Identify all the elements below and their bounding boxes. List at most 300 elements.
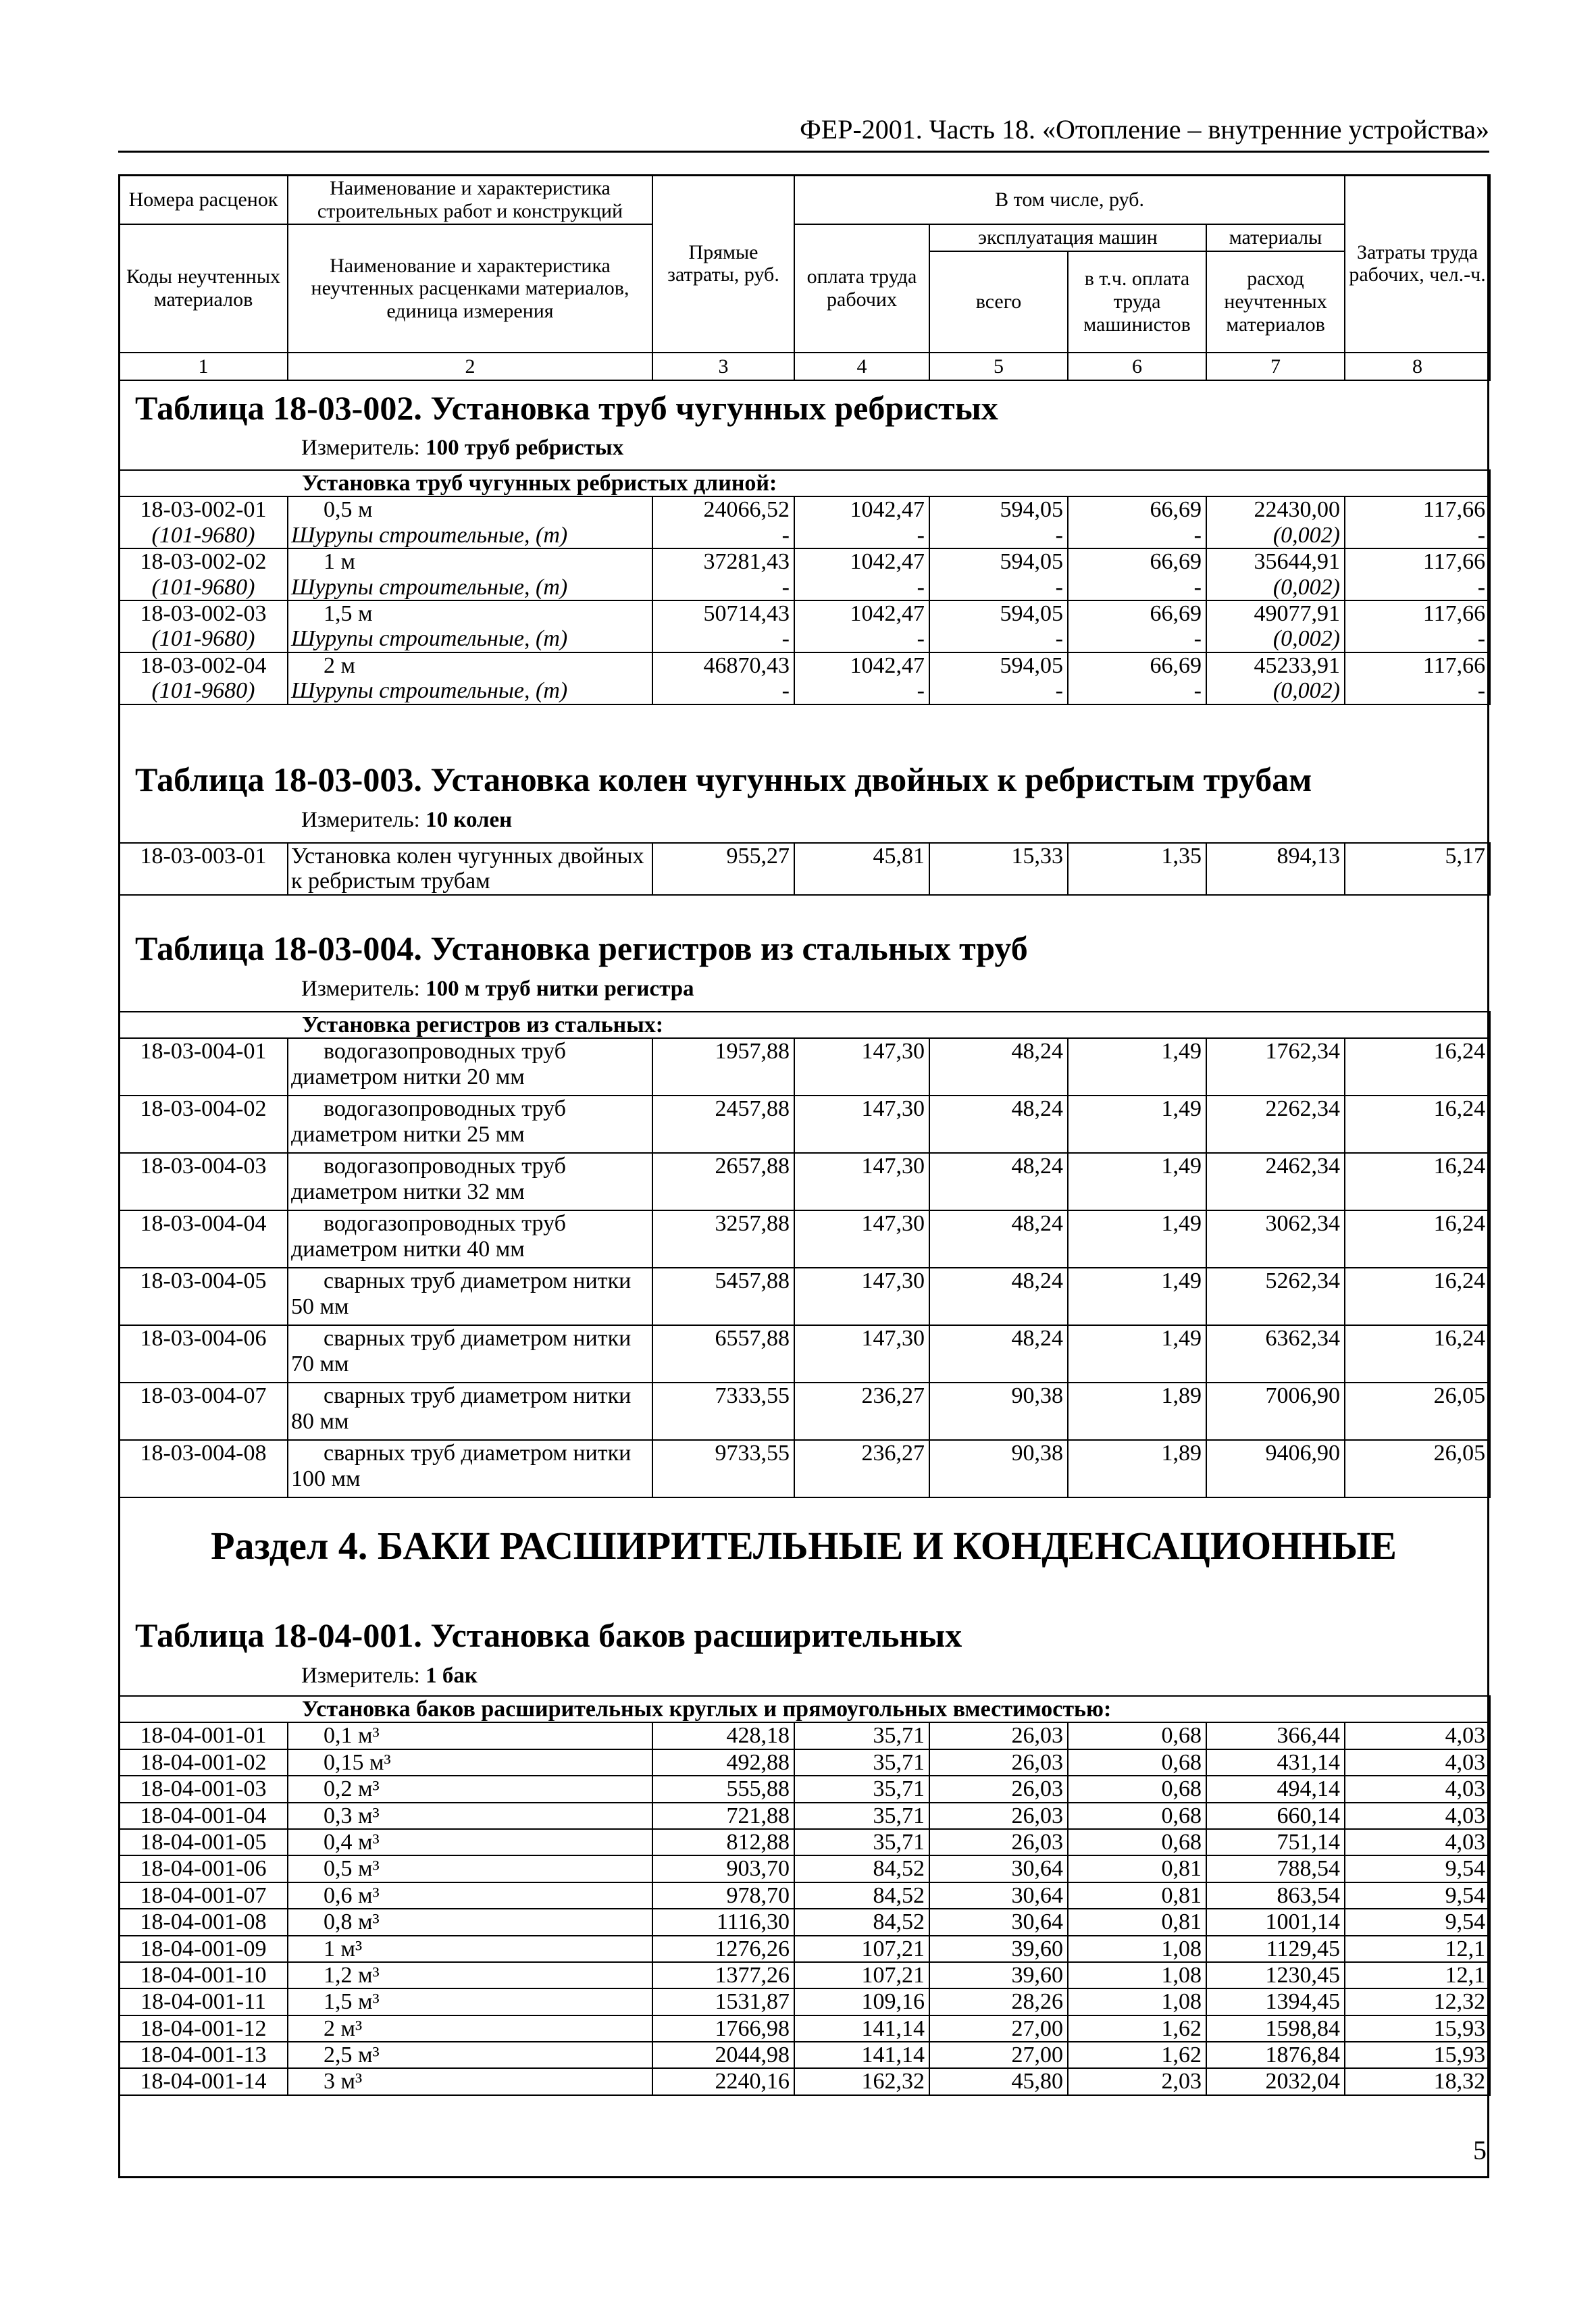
dash: - [1345, 626, 1490, 652]
rate-name: 0,1 м³ [288, 1722, 652, 1749]
rate-code: 18-03-004-03 [119, 1153, 288, 1210]
machines-total: 27,00 [929, 2015, 1068, 2042]
rate-name: 3 м³ [288, 2068, 652, 2094]
rate-name-line2: диаметром нитки 20 мм [291, 1064, 525, 1089]
table-row [119, 1153, 1490, 1210]
rate-name-line2: 50 мм [291, 1293, 349, 1319]
table-row [119, 1936, 1490, 1962]
header-col5: всего [929, 251, 1068, 353]
rate-name-line1: водогазопроводных труб [324, 1039, 566, 1064]
materials-cost: 7006,90 [1206, 1383, 1345, 1440]
labor-pay: 1042,47 [794, 652, 929, 678]
table-row [119, 496, 1490, 522]
operators-pay: 1,49 [1068, 1038, 1206, 1096]
direct-costs: 955,27 [652, 843, 794, 895]
dash: - [1345, 523, 1490, 548]
labor-pay: 147,30 [794, 1210, 929, 1268]
direct-costs: 1377,26 [652, 1962, 794, 1988]
operators-pay: 0,81 [1068, 1882, 1206, 1909]
rate-code: 18-03-002-02 [119, 548, 288, 574]
direct-costs: 7333,55 [652, 1383, 794, 1440]
table-row [119, 2015, 1490, 2042]
table-004 [118, 1011, 1491, 1498]
rate-code: 18-04-001-05 [119, 1829, 288, 1855]
meter-value: 100 труб ребристых [426, 436, 624, 460]
labor-pay: 162,32 [794, 2068, 929, 2094]
labor-hours: 16,24 [1345, 1210, 1490, 1268]
rate-name: 1,5 м³ [288, 1988, 652, 2015]
rate-name-line2: 100 мм [291, 1466, 361, 1491]
material-row [119, 626, 1490, 652]
labor-pay: 236,27 [794, 1440, 929, 1497]
machines-total: 594,05 [929, 652, 1068, 678]
direct-costs: 812,88 [652, 1829, 794, 1855]
rate-name: 0,4 м³ [288, 1829, 652, 1855]
table-row [119, 1855, 1490, 1882]
rate-name-line1: сварных труб диаметром нитки [324, 1326, 632, 1352]
materials-cost: 1129,45 [1206, 1936, 1345, 1962]
labor-pay: 147,30 [794, 1096, 929, 1153]
material-name: Шурупы строительные, (т) [288, 626, 652, 652]
machines-total: 15,33 [929, 843, 1068, 895]
rate-name: 0,2 м³ [288, 1776, 652, 1802]
rate-code: 18-03-004-05 [119, 1268, 288, 1325]
materials-cost: 494,14 [1206, 1776, 1345, 1802]
table-row [119, 1776, 1490, 1802]
col-number: 3 [652, 353, 794, 381]
rate-name: 1 м [288, 548, 652, 574]
materials-cost: 9406,90 [1206, 1440, 1345, 1497]
header-col4: оплата труда рабочих [794, 224, 929, 353]
table-row [119, 1988, 1490, 2015]
table-row [119, 1962, 1490, 1988]
table-row [119, 2042, 1490, 2068]
material-row [119, 575, 1490, 600]
materials-cost: 2462,34 [1206, 1153, 1345, 1210]
labor-pay: 236,27 [794, 1383, 929, 1440]
table-002-meter [301, 436, 623, 461]
table-row [119, 1803, 1490, 1829]
header-col8: Затраты труда рабочих, чел.-ч. [1345, 175, 1490, 353]
rate-name-line1: водогазопроводных труб [324, 1154, 566, 1179]
operators-pay: 1,89 [1068, 1440, 1206, 1497]
meter-value: 10 колен [426, 808, 513, 832]
machines-total: 48,24 [929, 1038, 1068, 1096]
labor-pay: 35,71 [794, 1722, 929, 1749]
labor-hours: 9,54 [1345, 1882, 1490, 1909]
operators-pay: 66,69 [1068, 652, 1206, 678]
labor-hours: 16,24 [1345, 1038, 1490, 1096]
rate-name [288, 1440, 652, 1497]
operators-pay: 1,89 [1068, 1383, 1206, 1440]
materials-cost: 1876,84 [1206, 2042, 1345, 2068]
table-row [119, 1829, 1490, 1855]
labor-hours: 117,66 [1345, 652, 1490, 678]
dash: - [929, 678, 1068, 704]
table-003-title: Таблица 18-03-003. Установка колен чугунных двойных к ребристым трубам [135, 761, 1312, 798]
rate-name-line1: сварных труб диаметром нитки [324, 1268, 632, 1294]
group-label: Установка труб чугунных ребристых длиной: [119, 470, 1490, 496]
table-4-001 [118, 1695, 1491, 2096]
table-row [119, 1383, 1490, 1440]
direct-costs: 1957,88 [652, 1038, 794, 1096]
dash: - [1068, 575, 1206, 600]
rate-code: 18-04-001-09 [119, 1936, 288, 1962]
rate-name: 1 м³ [288, 1936, 652, 1962]
header-number-row [119, 353, 1490, 381]
operators-pay: 0,68 [1068, 1776, 1206, 1802]
rate-code: 18-04-001-12 [119, 2015, 288, 2042]
machines-total: 30,64 [929, 1882, 1068, 1909]
table-row [119, 1440, 1490, 1497]
rate-name: 2 м [288, 652, 652, 678]
rate-name [288, 1325, 652, 1383]
operators-pay: 66,69 [1068, 600, 1206, 626]
materials-cost: 1598,84 [1206, 2015, 1345, 2042]
rate-code: 18-03-002-04 [119, 652, 288, 678]
table-004-meter [301, 977, 694, 1002]
materials-cost: 1394,45 [1206, 1988, 1345, 2015]
group-label: Установка баков расширительных круглых и прямоугольных вместимостью: [119, 1696, 1490, 1722]
material-code: (101-9680) [119, 523, 288, 548]
machines-total: 27,00 [929, 2042, 1068, 2068]
machines-total: 26,03 [929, 1776, 1068, 1802]
materials-cost: 6362,34 [1206, 1325, 1345, 1383]
header-col1-bottom: Коды неучтенных материалов [119, 224, 288, 353]
dash: - [1068, 523, 1206, 548]
labor-hours: 5,17 [1345, 843, 1490, 895]
table-row [119, 1909, 1490, 1935]
material-name: Шурупы строительные, (т) [288, 575, 652, 600]
operators-pay: 1,49 [1068, 1210, 1206, 1268]
table-row [119, 1210, 1490, 1268]
table-002 [118, 469, 1491, 705]
labor-hours: 16,24 [1345, 1096, 1490, 1153]
material-qty: (0,002) [1206, 575, 1345, 600]
table-row [119, 1722, 1490, 1749]
machines-total: 30,64 [929, 1855, 1068, 1882]
rate-code: 18-03-004-08 [119, 1440, 288, 1497]
dash: - [1068, 678, 1206, 704]
labor-pay: 84,52 [794, 1909, 929, 1935]
machines-total: 594,05 [929, 548, 1068, 574]
running-header: ФЕР-2001. Часть 18. «Отопление – внутренние устройства» [118, 113, 1489, 153]
machines-total: 28,26 [929, 1988, 1068, 2015]
rate-code: 18-03-003-01 [119, 843, 288, 895]
machines-total: 90,38 [929, 1440, 1068, 1497]
operators-pay: 1,62 [1068, 2015, 1206, 2042]
table-4-001-meter [301, 1664, 478, 1689]
labor-hours: 16,24 [1345, 1268, 1490, 1325]
rate-name: 2 м³ [288, 2015, 652, 2042]
labor-hours: 16,24 [1345, 1325, 1490, 1383]
header-machines: эксплуатация машин [929, 224, 1206, 251]
operators-pay: 0,68 [1068, 1722, 1206, 1749]
direct-costs: 6557,88 [652, 1325, 794, 1383]
labor-pay: 45,81 [794, 843, 929, 895]
rate-name [288, 1038, 652, 1096]
machines-total: 26,03 [929, 1722, 1068, 1749]
meter-label: Измеритель: [301, 808, 420, 832]
table-004-title: Таблица 18-03-004. Установка регистров из стальных труб [135, 929, 1028, 967]
rate-name-line1: водогазопроводных труб [324, 1096, 566, 1122]
operators-pay: 1,49 [1068, 1268, 1206, 1325]
labor-hours: 4,03 [1345, 1722, 1490, 1749]
header-col7: расход неучтенных материалов [1206, 251, 1345, 353]
rate-name [288, 1096, 652, 1153]
direct-costs: 3257,88 [652, 1210, 794, 1268]
meter-value: 1 бак [426, 1664, 478, 1688]
table-row [119, 548, 1490, 574]
operators-pay: 1,08 [1068, 1988, 1206, 2015]
materials-cost: 431,14 [1206, 1749, 1345, 1776]
operators-pay: 1,35 [1068, 843, 1206, 895]
labor-pay: 141,14 [794, 2042, 929, 2068]
col-number: 4 [794, 353, 929, 381]
machines-total: 39,60 [929, 1962, 1068, 1988]
machines-total: 26,03 [929, 1803, 1068, 1829]
machines-total: 594,05 [929, 600, 1068, 626]
materials-cost: 1001,14 [1206, 1909, 1345, 1935]
page-number: 5 [1473, 2135, 1487, 2165]
operators-pay: 1,08 [1068, 1936, 1206, 1962]
direct-costs: 721,88 [652, 1803, 794, 1829]
rate-name: 1,5 м [288, 600, 652, 626]
operators-pay: 2,03 [1068, 2068, 1206, 2094]
header-col3: Прямые затраты, руб. [652, 175, 794, 353]
table-row [119, 600, 1490, 626]
col-number: 1 [119, 353, 288, 381]
table-002-title: Таблица 18-03-002. Установка труб чугунных ребристых [135, 389, 998, 427]
direct-costs: 9733,55 [652, 1440, 794, 1497]
meter-label: Измеритель: [301, 436, 420, 460]
table-row [119, 843, 1490, 895]
table-row [119, 652, 1490, 678]
materials-cost: 45233,91 [1206, 652, 1345, 678]
dash: - [929, 523, 1068, 548]
table-row [119, 2068, 1490, 2094]
col-number: 6 [1068, 353, 1206, 381]
material-code: (101-9680) [119, 678, 288, 704]
rate-name [288, 1210, 652, 1268]
direct-costs: 50714,43 [652, 600, 794, 626]
labor-hours: 15,93 [1345, 2042, 1490, 2068]
rate-name: 2,5 м³ [288, 2042, 652, 2068]
materials-cost: 3062,34 [1206, 1210, 1345, 1268]
operators-pay: 0,68 [1068, 1829, 1206, 1855]
rate-name-line1: сварных труб диаметром нитки [324, 1441, 632, 1466]
dash: - [929, 626, 1068, 652]
materials-cost: 5262,34 [1206, 1268, 1345, 1325]
labor-hours: 4,03 [1345, 1776, 1490, 1802]
labor-pay: 147,30 [794, 1153, 929, 1210]
division-title: Раздел 4. БАКИ РАСШИРИТЕЛЬНЫЕ И КОНДЕНСАЦИОННЫЕ [211, 1524, 1397, 1568]
material-qty: (0,002) [1206, 678, 1345, 704]
labor-pay: 84,52 [794, 1855, 929, 1882]
rate-name [288, 1383, 652, 1440]
operators-pay: 66,69 [1068, 496, 1206, 522]
header-col1-top: Номера расценок [119, 175, 288, 224]
operators-pay: 1,49 [1068, 1096, 1206, 1153]
materials-cost: 863,54 [1206, 1882, 1345, 1909]
rate-code: 18-04-001-02 [119, 1749, 288, 1776]
labor-pay: 109,16 [794, 1988, 929, 2015]
rate-name: 0,15 м³ [288, 1749, 652, 1776]
rate-code: 18-04-001-10 [119, 1962, 288, 1988]
rate-name [288, 1268, 652, 1325]
rate-name-line2: 80 мм [291, 1408, 349, 1434]
rate-name: 0,8 м³ [288, 1909, 652, 1935]
rate-code: 18-04-001-13 [119, 2042, 288, 2068]
operators-pay: 0,68 [1068, 1803, 1206, 1829]
rate-name: 0,3 м³ [288, 1803, 652, 1829]
material-row [119, 678, 1490, 704]
materials-cost: 1230,45 [1206, 1962, 1345, 1988]
direct-costs: 555,88 [652, 1776, 794, 1802]
dash: - [794, 523, 929, 548]
material-qty: (0,002) [1206, 626, 1345, 652]
labor-hours: 9,54 [1345, 1855, 1490, 1882]
header-col2-top: Наименование и характеристика строительных работ и конструкций [288, 175, 652, 224]
labor-hours: 18,32 [1345, 2068, 1490, 2094]
rate-name-line1: сварных труб диаметром нитки [324, 1383, 632, 1409]
labor-pay: 107,21 [794, 1936, 929, 1962]
labor-hours: 9,54 [1345, 1909, 1490, 1935]
table-row [119, 1882, 1490, 1909]
labor-hours: 12,1 [1345, 1936, 1490, 1962]
table-row [119, 1749, 1490, 1776]
rate-code: 18-03-002-03 [119, 600, 288, 626]
operators-pay: 66,69 [1068, 548, 1206, 574]
direct-costs: 492,88 [652, 1749, 794, 1776]
labor-pay: 147,30 [794, 1268, 929, 1325]
rate-name: 0,5 м [288, 496, 652, 522]
direct-costs: 978,70 [652, 1882, 794, 1909]
direct-costs: 1766,98 [652, 2015, 794, 2042]
dash: - [652, 523, 794, 548]
machines-total: 48,24 [929, 1096, 1068, 1153]
labor-hours: 26,05 [1345, 1383, 1490, 1440]
material-code: (101-9680) [119, 626, 288, 652]
machines-total: 90,38 [929, 1383, 1068, 1440]
table-row [119, 1268, 1490, 1325]
labor-pay: 35,71 [794, 1776, 929, 1802]
direct-costs: 46870,43 [652, 652, 794, 678]
material-name: Шурупы строительные, (т) [288, 523, 652, 548]
materials-cost: 35644,91 [1206, 548, 1345, 574]
rate-code: 18-03-004-02 [119, 1096, 288, 1153]
labor-pay: 35,71 [794, 1803, 929, 1829]
machines-total: 39,60 [929, 1936, 1068, 1962]
labor-hours: 12,32 [1345, 1988, 1490, 2015]
labor-pay: 84,52 [794, 1882, 929, 1909]
rate-code: 18-04-001-01 [119, 1722, 288, 1749]
direct-costs: 2044,98 [652, 2042, 794, 2068]
material-code: (101-9680) [119, 575, 288, 600]
materials-cost: 788,54 [1206, 1855, 1345, 1882]
rate-code: 18-04-001-06 [119, 1855, 288, 1882]
labor-hours: 4,03 [1345, 1749, 1490, 1776]
dash: - [929, 575, 1068, 600]
machines-total: 45,80 [929, 2068, 1068, 2094]
labor-pay: 141,14 [794, 2015, 929, 2042]
dash: - [794, 626, 929, 652]
rate-code: 18-04-001-03 [119, 1776, 288, 1802]
machines-total: 48,24 [929, 1153, 1068, 1210]
machines-total: 26,03 [929, 1829, 1068, 1855]
rate-code: 18-03-004-06 [119, 1325, 288, 1383]
labor-hours: 117,66 [1345, 600, 1490, 626]
labor-pay: 1042,47 [794, 600, 929, 626]
direct-costs: 1531,87 [652, 1988, 794, 2015]
rate-code: 18-03-002-01 [119, 496, 288, 522]
rate-name-line1: водогазопроводных труб [324, 1211, 566, 1237]
machines-total: 48,24 [929, 1268, 1068, 1325]
dash: - [1345, 678, 1490, 704]
rate-name-line2: диаметром нитки 25 мм [291, 1121, 525, 1147]
labor-hours: 15,93 [1345, 2015, 1490, 2042]
meter-label: Измеритель: [301, 1664, 420, 1688]
material-qty: (0,002) [1206, 523, 1345, 548]
dash: - [652, 678, 794, 704]
rate-code: 18-03-004-07 [119, 1383, 288, 1440]
labor-pay: 147,30 [794, 1038, 929, 1096]
materials-cost: 751,14 [1206, 1829, 1345, 1855]
rate-name: 1,2 м³ [288, 1962, 652, 1988]
machines-total: 48,24 [929, 1210, 1068, 1268]
direct-costs: 1116,30 [652, 1909, 794, 1935]
materials-cost: 366,44 [1206, 1722, 1345, 1749]
materials-cost: 49077,91 [1206, 600, 1345, 626]
materials-cost: 660,14 [1206, 1803, 1345, 1829]
labor-pay: 1042,47 [794, 548, 929, 574]
labor-hours: 4,03 [1345, 1803, 1490, 1829]
direct-costs: 428,18 [652, 1722, 794, 1749]
labor-pay: 35,71 [794, 1829, 929, 1855]
material-name: Шурупы строительные, (т) [288, 678, 652, 704]
dash: - [652, 626, 794, 652]
material-row [119, 523, 1490, 548]
table-4-001-title: Таблица 18-04-001. Установка баков расширительных [135, 1616, 962, 1654]
direct-costs: 2240,16 [652, 2068, 794, 2094]
materials-cost: 2032,04 [1206, 2068, 1345, 2094]
header-materials: материалы [1206, 224, 1345, 251]
operators-pay: 0,81 [1068, 1909, 1206, 1935]
direct-costs: 1276,26 [652, 1936, 794, 1962]
dash: - [1068, 626, 1206, 652]
materials-cost: 1762,34 [1206, 1038, 1345, 1096]
operators-pay: 1,49 [1068, 1153, 1206, 1210]
labor-hours: 12,1 [1345, 1962, 1490, 1988]
labor-pay: 107,21 [794, 1962, 929, 1988]
materials-cost: 2262,34 [1206, 1096, 1345, 1153]
operators-pay: 0,68 [1068, 1749, 1206, 1776]
labor-hours: 117,66 [1345, 496, 1490, 522]
dash: - [794, 678, 929, 704]
column-header-table [118, 174, 1491, 381]
table-row [119, 1038, 1490, 1096]
direct-costs: 37281,43 [652, 548, 794, 574]
labor-pay: 1042,47 [794, 496, 929, 522]
meter-label: Измеритель: [301, 977, 420, 1001]
labor-hours: 117,66 [1345, 548, 1490, 574]
labor-hours: 16,24 [1345, 1153, 1490, 1210]
operators-pay: 1,62 [1068, 2042, 1206, 2068]
table-row [119, 1325, 1490, 1383]
col-number: 2 [288, 353, 652, 381]
rate-name-line2: диаметром нитки 40 мм [291, 1236, 525, 1262]
table-row [119, 1096, 1490, 1153]
